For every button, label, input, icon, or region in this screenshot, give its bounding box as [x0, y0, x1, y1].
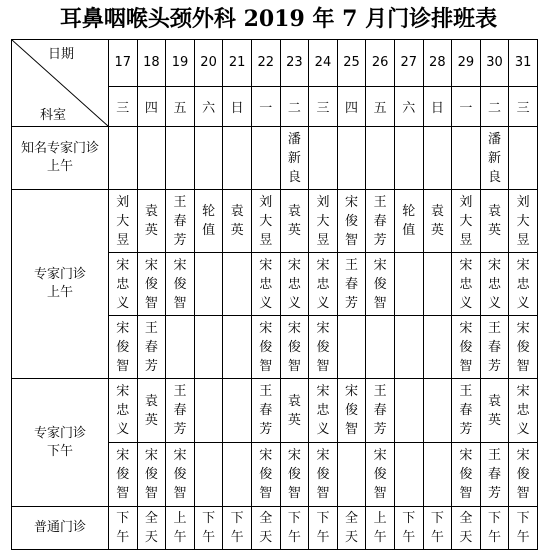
expert-am-cell: 宋 忠 义 [452, 253, 481, 316]
general-clinic-cell: 下 午 [423, 507, 452, 550]
general-clinic-cell: 下 午 [280, 507, 309, 550]
expert-am-cell [394, 316, 423, 379]
famous-expert-cell [452, 127, 481, 190]
expert-pm-cell: 王 春 芳 [366, 379, 395, 443]
famous-expert-cell [251, 127, 280, 190]
corner-dept-label: 科室 [40, 108, 67, 123]
weekday-cell: 四 [137, 86, 166, 126]
general-clinic-cell: 全 天 [137, 507, 166, 550]
date-cell: 24 [309, 40, 338, 87]
expert-pm-cell: 宋 俊 智 [452, 443, 481, 507]
expert-pm-cell: 宋 忠 义 [109, 379, 138, 443]
expert-pm-label [12, 379, 109, 507]
row-expert-am [12, 190, 538, 253]
expert-pm-label-line1: 专家门诊 [33, 425, 86, 441]
weekday-cell: 一 [251, 86, 280, 126]
expert-am-cell: 宋 忠 义 [251, 253, 280, 316]
expert-am-cell: 刘 大 昱 [509, 190, 538, 253]
weekday-cell: 六 [394, 86, 423, 126]
general-clinic-cell: 全 天 [337, 507, 366, 550]
weekday-cell: 二 [280, 86, 309, 126]
expert-pm-cell [423, 379, 452, 443]
weekday-cell: 四 [337, 86, 366, 126]
expert-pm-cell [423, 443, 452, 507]
expert-am-cell [223, 316, 252, 379]
expert-am-cell [194, 316, 223, 379]
corner-header [12, 40, 109, 127]
famous-expert-label-line1: 知名专家门诊 [20, 141, 99, 156]
expert-am-cell: 轮 值 [394, 190, 423, 253]
weekday-cell: 三 [309, 86, 338, 126]
expert-am-cell: 宋 忠 义 [509, 253, 538, 316]
row-expert-pm [12, 379, 538, 443]
general-clinic-cell: 下 午 [309, 507, 338, 550]
header-row-dates [12, 40, 538, 87]
general-clinic-cell: 下 午 [480, 507, 509, 550]
date-cell: 17 [109, 40, 138, 87]
expert-pm-cell: 袁 英 [480, 379, 509, 443]
expert-am-cell [223, 253, 252, 316]
famous-expert-cell [423, 127, 452, 190]
weekday-cell: 五 [366, 86, 395, 126]
expert-am-cell: 刘 大 昱 [109, 190, 138, 253]
expert-am-cell: 王 春 芳 [366, 190, 395, 253]
expert-am-label [12, 190, 109, 379]
general-clinic-cell: 上 午 [366, 507, 395, 550]
expert-pm-cell: 宋 忠 义 [309, 379, 338, 443]
expert-am-cell: 王 春 芳 [480, 316, 509, 379]
expert-am-cell: 袁 英 [480, 190, 509, 253]
general-clinic-label [12, 507, 109, 550]
weekday-cell: 二 [480, 86, 509, 126]
expert-am-cell [337, 316, 366, 379]
weekday-cell: 日 [423, 86, 452, 126]
expert-am-cell [394, 253, 423, 316]
expert-am-cell: 袁 英 [223, 190, 252, 253]
general-clinic-cell: 全 天 [452, 507, 481, 550]
general-clinic-label-line1: 普通门诊 [33, 520, 86, 535]
expert-pm-cell: 宋 俊 智 [366, 443, 395, 507]
general-clinic-cell: 下 午 [223, 507, 252, 550]
expert-am-cell [166, 316, 195, 379]
expert-am-cell: 刘 大 昱 [251, 190, 280, 253]
expert-am-cell: 刘 大 昱 [452, 190, 481, 253]
expert-am-cell: 宋 忠 义 [109, 253, 138, 316]
expert-am-cell: 刘 大 昱 [309, 190, 338, 253]
schedule-table [11, 39, 538, 550]
general-clinic-cell: 下 午 [394, 507, 423, 550]
expert-am-cell: 宋 俊 智 [109, 316, 138, 379]
weekday-cell: 一 [452, 86, 481, 126]
famous-expert-cell [394, 127, 423, 190]
famous-expert-cell [223, 127, 252, 190]
date-cell: 19 [166, 40, 195, 87]
expert-pm-cell [194, 379, 223, 443]
expert-am-cell: 宋 俊 智 [166, 253, 195, 316]
expert-am-cell: 宋 俊 智 [137, 253, 166, 316]
famous-expert-cell [137, 127, 166, 190]
expert-am-cell: 宋 俊 智 [280, 316, 309, 379]
date-cell: 26 [366, 40, 395, 87]
row-general-clinic [12, 507, 538, 550]
expert-am-cell: 宋 俊 智 [309, 316, 338, 379]
page-title: 耳鼻咽喉头颈外科 2019 年 7 月门诊排班表 [59, 6, 498, 32]
famous-expert-label-line2: 上午 [46, 159, 73, 174]
date-cell: 23 [280, 40, 309, 87]
expert-pm-cell: 袁 英 [137, 379, 166, 443]
expert-am-cell: 宋 忠 义 [280, 253, 309, 316]
date-cell: 29 [452, 40, 481, 87]
date-cell: 22 [251, 40, 280, 87]
expert-am-cell: 宋 俊 智 [251, 316, 280, 379]
date-cell: 31 [509, 40, 538, 87]
expert-am-label-line2: 上午 [46, 285, 73, 300]
famous-expert-cell [109, 127, 138, 190]
expert-pm-cell: 宋 俊 智 [251, 443, 280, 507]
expert-pm-label-line2: 下午 [46, 443, 73, 459]
date-cell: 27 [394, 40, 423, 87]
expert-am-cell: 宋 忠 义 [480, 253, 509, 316]
general-clinic-cell: 下 午 [194, 507, 223, 550]
famous-expert-label [12, 127, 109, 190]
expert-am-cell: 袁 英 [423, 190, 452, 253]
expert-am-cell: 王 春 芳 [337, 253, 366, 316]
expert-pm-cell: 宋 俊 智 [309, 443, 338, 507]
expert-am-cell: 袁 英 [280, 190, 309, 253]
expert-pm-cell: 宋 俊 智 [109, 443, 138, 507]
expert-pm-cell: 宋 俊 智 [280, 443, 309, 507]
general-clinic-cell: 上 午 [166, 507, 195, 550]
weekday-cell: 三 [109, 86, 138, 126]
expert-pm-cell: 袁 英 [280, 379, 309, 443]
date-cell: 28 [423, 40, 452, 87]
expert-pm-cell: 王 春 芳 [251, 379, 280, 443]
general-clinic-cell: 下 午 [509, 507, 538, 550]
expert-am-cell: 宋 俊 智 [509, 316, 538, 379]
expert-pm-cell: 王 春 芳 [480, 443, 509, 507]
expert-pm-cell: 宋 俊 智 [509, 443, 538, 507]
weekday-cell: 日 [223, 86, 252, 126]
weekday-cell: 五 [166, 86, 195, 126]
expert-pm-cell [194, 443, 223, 507]
date-cell: 18 [137, 40, 166, 87]
date-cell: 20 [194, 40, 223, 87]
expert-am-cell [194, 253, 223, 316]
expert-am-cell: 袁 英 [137, 190, 166, 253]
famous-expert-cell: 潘 新 良 [480, 127, 509, 190]
general-clinic-cell: 全 天 [251, 507, 280, 550]
expert-pm-cell: 宋 俊 智 [337, 379, 366, 443]
expert-pm-cell [337, 443, 366, 507]
famous-expert-cell [337, 127, 366, 190]
expert-pm-cell [394, 443, 423, 507]
expert-pm-cell [394, 379, 423, 443]
expert-am-label-line1: 专家门诊 [33, 267, 86, 282]
date-cell: 30 [480, 40, 509, 87]
expert-pm-cell: 宋 俊 智 [166, 443, 195, 507]
expert-am-cell [423, 316, 452, 379]
expert-pm-cell [223, 443, 252, 507]
date-cell: 25 [337, 40, 366, 87]
famous-expert-cell [366, 127, 395, 190]
weekday-cell: 六 [194, 86, 223, 126]
weekday-cell: 三 [509, 86, 538, 126]
famous-expert-cell [309, 127, 338, 190]
expert-am-cell: 宋 俊 智 [337, 190, 366, 253]
expert-am-cell: 宋 俊 智 [366, 253, 395, 316]
expert-pm-cell: 宋 俊 智 [137, 443, 166, 507]
expert-pm-cell: 宋 忠 义 [509, 379, 538, 443]
date-cell: 21 [223, 40, 252, 87]
expert-am-cell: 王 春 芳 [166, 190, 195, 253]
expert-am-cell [423, 253, 452, 316]
famous-expert-cell: 潘 新 良 [280, 127, 309, 190]
expert-pm-cell: 王 春 芳 [452, 379, 481, 443]
famous-expert-cell [166, 127, 195, 190]
famous-expert-cell [194, 127, 223, 190]
expert-am-cell: 宋 忠 义 [309, 253, 338, 316]
corner-date-label: 日期 [47, 47, 74, 62]
expert-pm-cell [223, 379, 252, 443]
expert-am-cell: 王 春 芳 [137, 316, 166, 379]
expert-am-cell [366, 316, 395, 379]
row-famous-expert-am [12, 127, 538, 190]
expert-am-cell: 宋 俊 智 [452, 316, 481, 379]
expert-pm-cell: 王 春 芳 [166, 379, 195, 443]
famous-expert-cell [509, 127, 538, 190]
expert-am-cell: 轮 值 [194, 190, 223, 253]
general-clinic-cell: 下 午 [109, 507, 138, 550]
